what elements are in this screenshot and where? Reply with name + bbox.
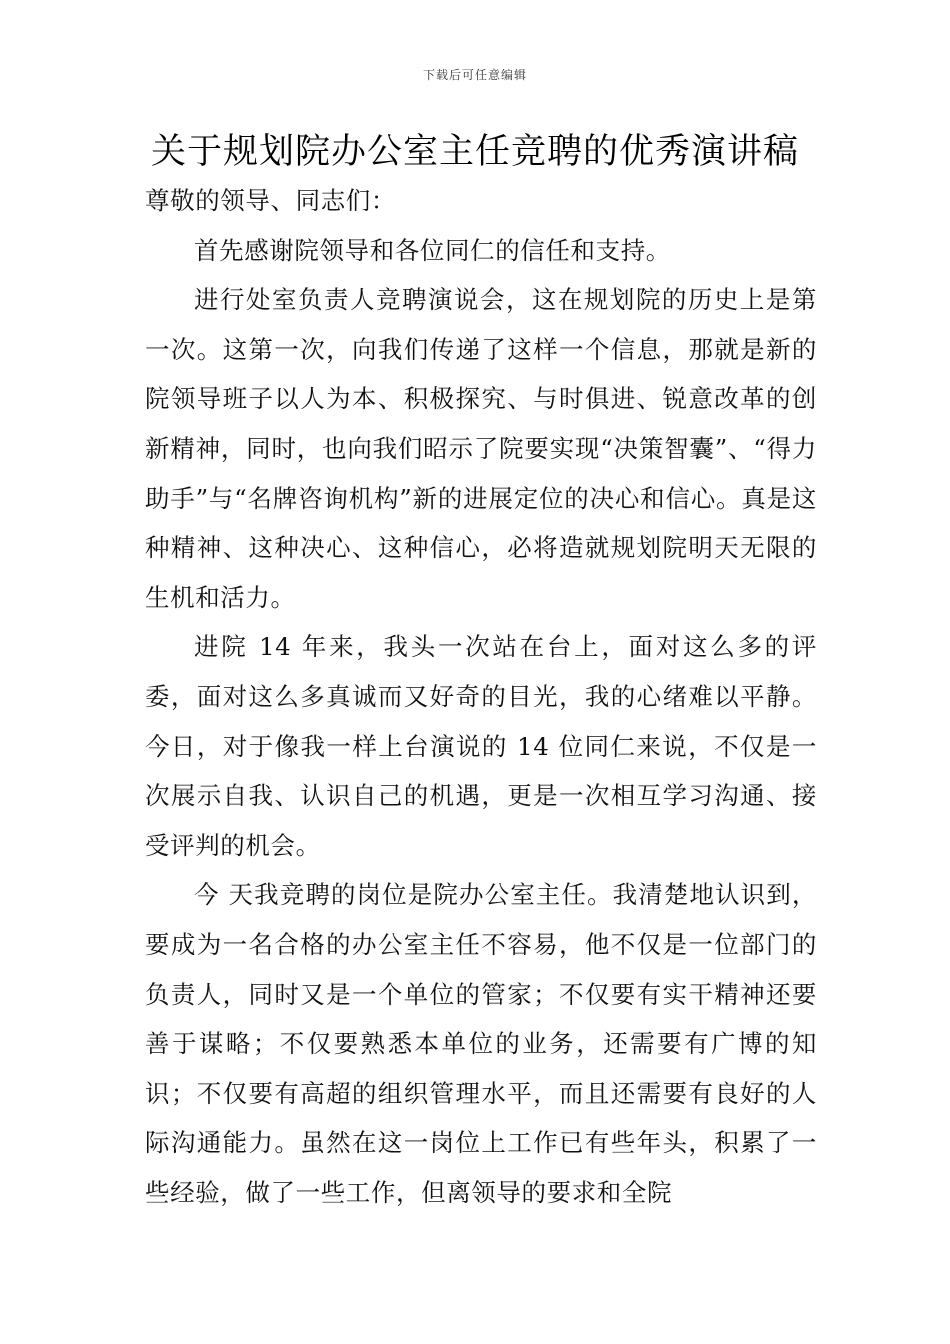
document-title: 关于规划院办公室主任竞聘的优秀演讲稿 [150, 132, 799, 172]
paragraph-first-competition: 进行处室负责人竞聘演说会，这在规划院的历史上是第一次。这第一次，向我们传递了这样一个信息，那就是新的院领导班子以人为本、积极探究、与时俱进、锐意改革的创新精神，同时，也向我们昭示了院要实现“决策智囊”、“得力助手”与“名牌咨询机构”新的进展定位的决心和信心。真是这种精神、这种决心、这种信心，必将造就规划院明天无限的生机和活力。 [145, 285, 817, 612]
salutation: 尊敬的领导、同志们： [145, 186, 396, 215]
paragraph-fourteen-years: 进院 14 年来，我头一次站在台上，面对这么多的评委，面对这么多真诚而又好奇的目光，我的心绪难以平静。今日，对于像我一样上台演说的 14 位同仁来说，不仅是一次展示自我、认识自己的机遇，更是一次相互学习沟通、接受评判的机会。 [145, 632, 817, 860]
paragraph-thanks: 首先感谢院领导和各位同仁的信任和支持。 [194, 235, 671, 265]
document-body [145, 176, 817, 1217]
paragraph-office-director: 今 天我竞聘的岗位是院办公室主任。我清楚地认识到，要成为一名合格的办公室主任不容易，他不仅是一位部门的负责人，同时又是一个单位的管家；不仅要有实干精神还要善于谋略；不仅要熟悉本单位的业务，还需要有广博的知识；不仅要有高超的组织管理水平，而且还需要有良好的人际沟通能力。虽然在这一岗位上工作已有些年头，积累了一些经验，做了一些工作，但离领导的要求和全院 [145, 880, 817, 1207]
page-header-note: 下载后可任意编辑 [422, 68, 527, 82]
